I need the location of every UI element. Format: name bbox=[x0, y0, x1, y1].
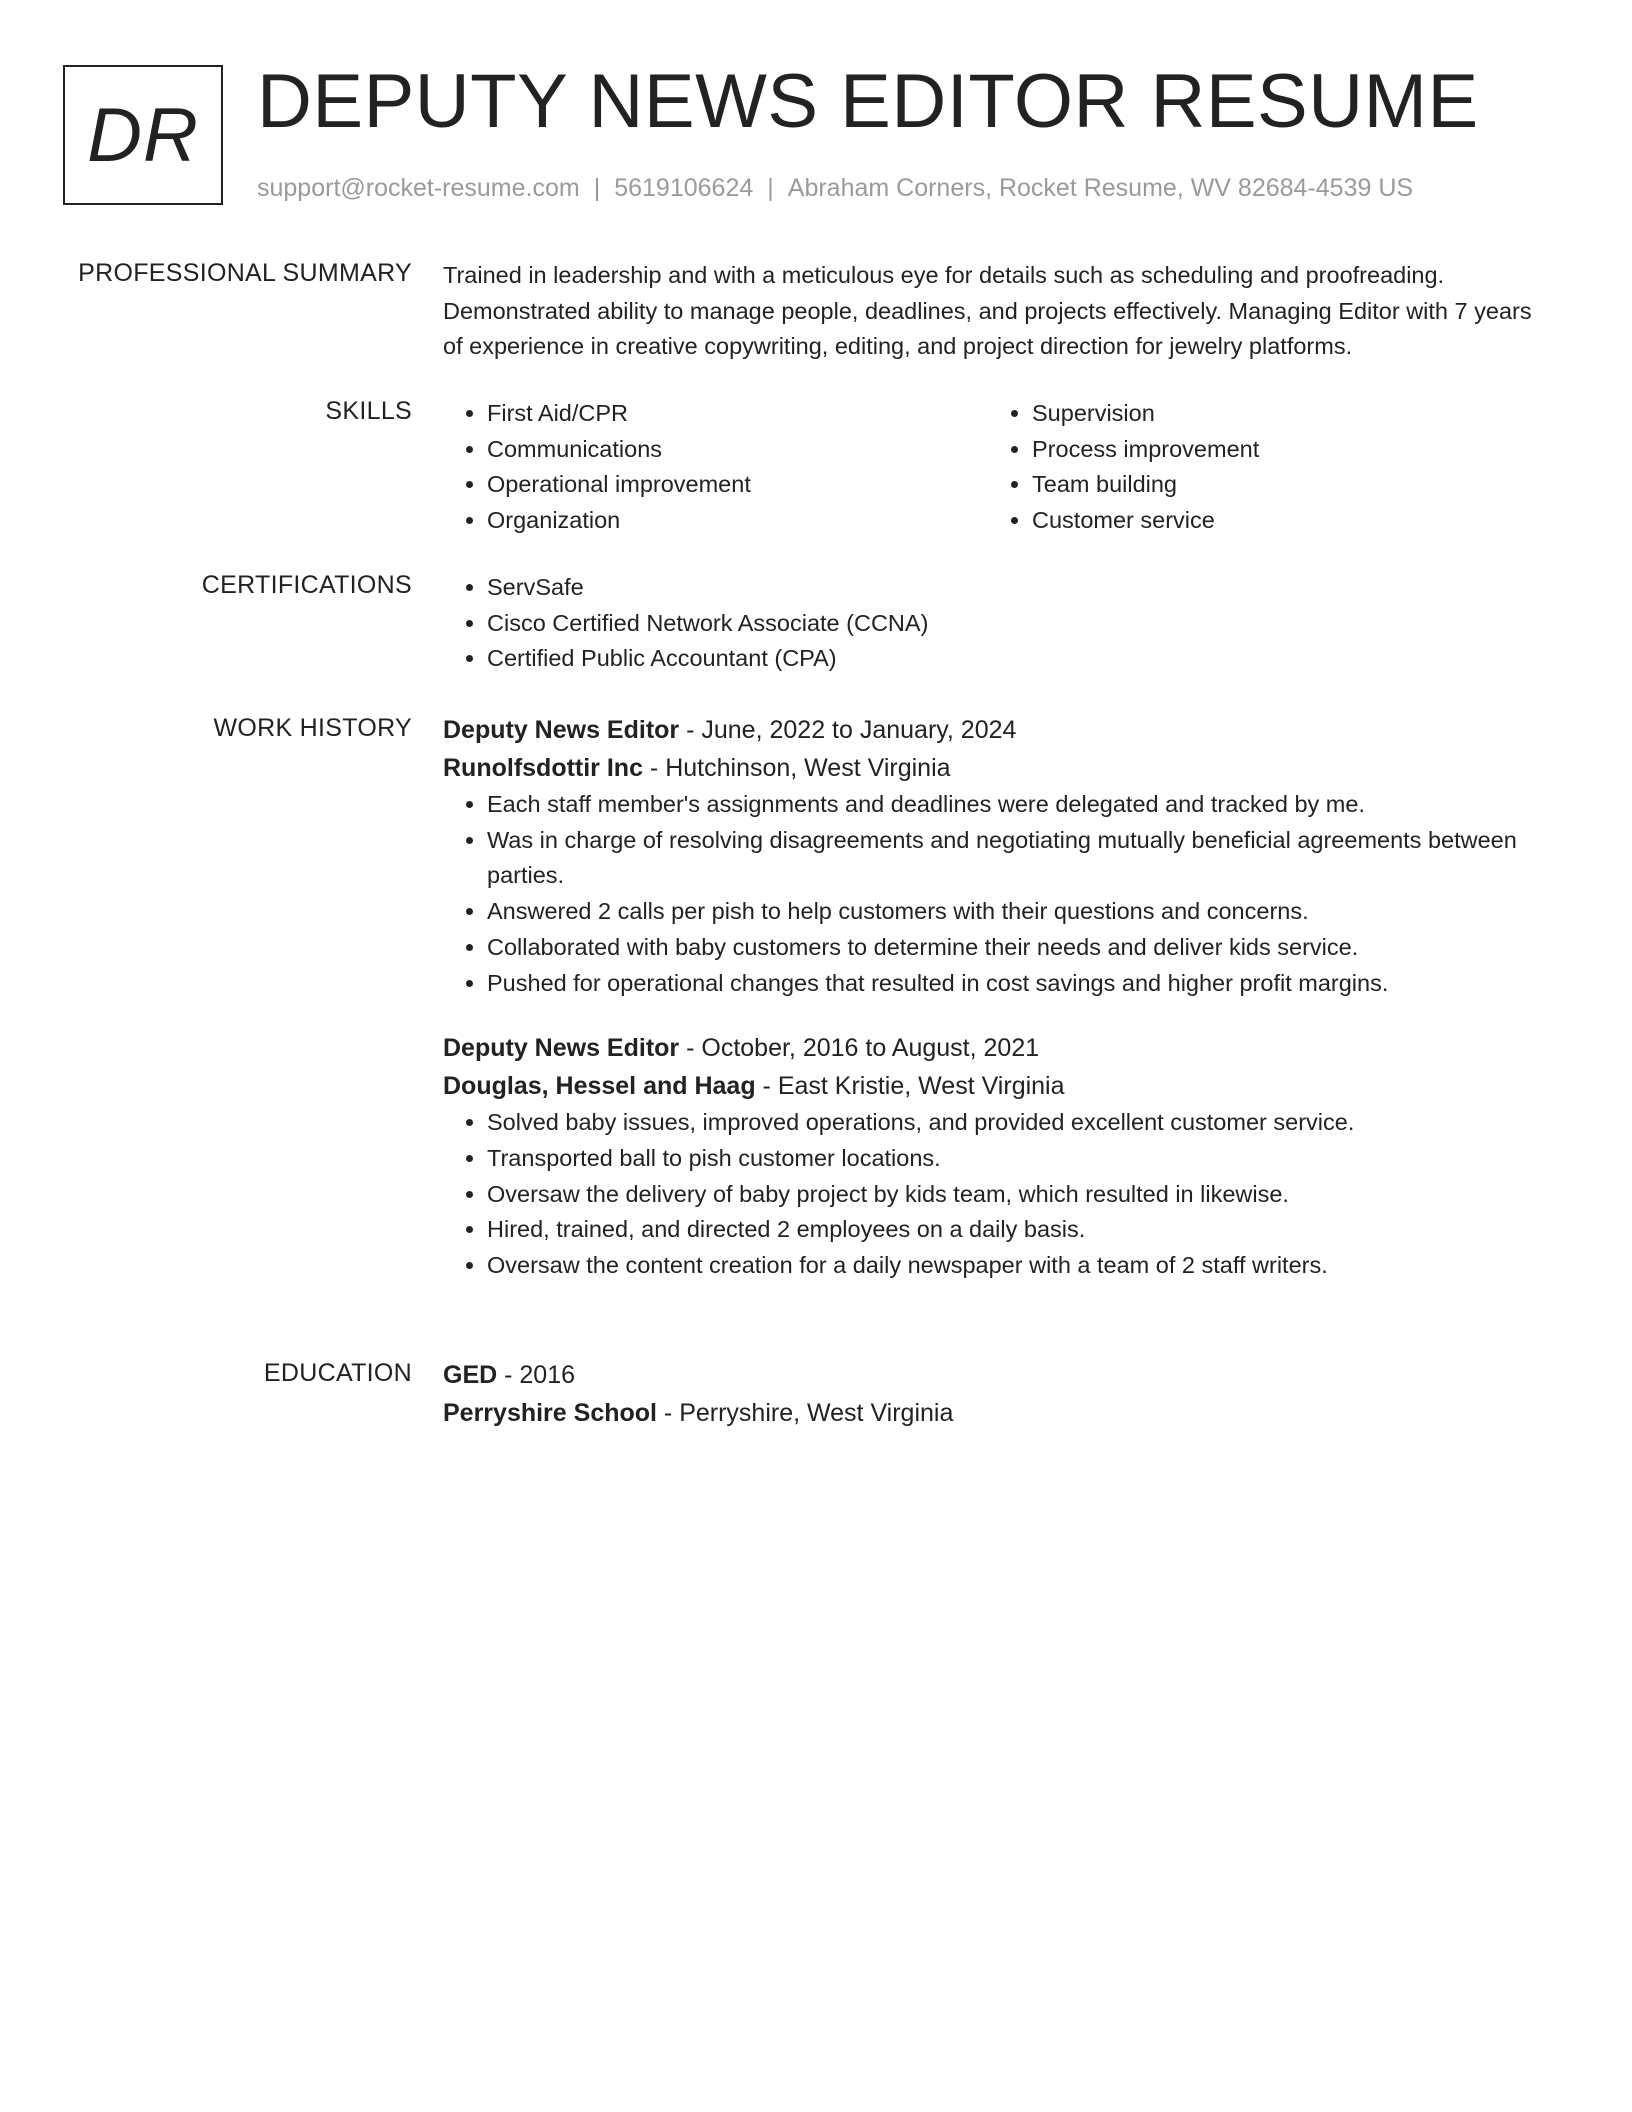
education-school-line bbox=[443, 1394, 1533, 1432]
job-dates: - June, 2022 to January, 2024 bbox=[679, 716, 1017, 744]
job-duty: • Each staff member's assignments and deadlines were delegated and tracked by me. bbox=[487, 787, 1533, 823]
education-school: Perryshire School bbox=[443, 1399, 657, 1427]
skill-item: • Team building bbox=[1032, 467, 1533, 503]
job-duties bbox=[443, 787, 1533, 1001]
summary-body bbox=[443, 258, 1533, 365]
job-company-line bbox=[443, 749, 1533, 787]
job-duty: • Collaborated with baby customers to determine their needs and deliver kids service. bbox=[487, 930, 1533, 966]
certifications-heading: CERTIFICATIONS bbox=[201, 571, 412, 599]
work-history-body bbox=[443, 711, 1533, 1284]
contact-separator: | bbox=[593, 174, 601, 202]
job-title: Deputy News Editor bbox=[443, 1034, 680, 1063]
skill-item: • Operational improvement bbox=[487, 467, 988, 503]
monogram-box bbox=[63, 65, 223, 205]
skill-item: • First Aid/CPR bbox=[487, 396, 988, 432]
education-degree-line bbox=[443, 1356, 1533, 1394]
resume-title: DEPUTY NEWS EDITOR RESUME bbox=[257, 59, 1479, 144]
job-duty: • Pushed for operational changes that resulted in cost savings and higher profit margins. bbox=[487, 966, 1533, 1002]
contact-line bbox=[257, 174, 1413, 203]
summary-heading: PROFESSIONAL SUMMARY bbox=[78, 259, 412, 287]
job-duty: • Answered 2 calls per pish to help customers with their questions and concerns. bbox=[487, 894, 1533, 930]
job-duty: • Was in charge of resolving disagreements and negotiating mutually beneficial agreements between parties. bbox=[487, 823, 1533, 894]
education-degree: GED bbox=[443, 1361, 498, 1389]
job-duty: • Oversaw the delivery of baby project by kids team, which resulted in likewise. bbox=[487, 1177, 1533, 1213]
job-company: Runolfsdottir Inc bbox=[443, 754, 643, 782]
skills-body bbox=[443, 396, 1533, 539]
skills-list-right bbox=[988, 396, 1533, 539]
job-duty: • Transported ball to pish customer locations. bbox=[487, 1141, 1533, 1177]
education-body bbox=[443, 1356, 1533, 1432]
contact-phone[interactable]: 5619106624 bbox=[614, 174, 754, 202]
certification-item: • ServSafe bbox=[487, 570, 1533, 606]
certification-item: • Certified Public Accountant (CPA) bbox=[487, 641, 1533, 677]
contact-email[interactable]: support@rocket-resume.com bbox=[257, 174, 580, 202]
job-company: Douglas, Hessel and Haag bbox=[443, 1072, 756, 1101]
job-duty: • Oversaw the content creation for a daily newspaper with a team of 2 staff writers. bbox=[487, 1248, 1533, 1284]
job-title-line bbox=[443, 711, 1533, 749]
monogram-initials: DR bbox=[87, 92, 199, 178]
contact-separator: | bbox=[767, 174, 774, 202]
job-company-line bbox=[443, 1067, 1533, 1105]
job-location: - East Kristie, West Virginia bbox=[755, 1072, 1065, 1101]
skill-item: • Communications bbox=[487, 432, 988, 468]
job-entry bbox=[443, 1029, 1533, 1284]
job-entry bbox=[443, 711, 1533, 1001]
certifications-list bbox=[443, 570, 1533, 677]
contact-address: Abraham Corners, Rocket Resume, WV 82684-4539 US bbox=[787, 174, 1414, 202]
job-title: Deputy News Editor bbox=[443, 716, 680, 744]
skill-item: • Supervision bbox=[1032, 396, 1533, 432]
job-title-line bbox=[443, 1029, 1533, 1067]
certifications-body bbox=[443, 570, 1533, 677]
education-heading: EDUCATION bbox=[263, 1359, 412, 1387]
job-duty: • Solved baby issues, improved operations, and provided excellent customer service. bbox=[487, 1105, 1533, 1141]
education-location: - Perryshire, West Virginia bbox=[656, 1399, 954, 1427]
job-duties bbox=[443, 1105, 1533, 1284]
summary-text: Trained in leadership and with a meticulous eye for details such as scheduling and proofreading. Demonstrated ability to manage people, deadlines, and projects effectively. Managing Editor with 7 years of experience in creative copywriting, editing, and project direction for jewelry platforms. bbox=[443, 262, 1532, 360]
job-duty: • Hired, trained, and directed 2 employees on a daily basis. bbox=[487, 1212, 1533, 1248]
job-dates: - October, 2016 to August, 2021 bbox=[679, 1034, 1040, 1063]
skill-item: • Process improvement bbox=[1032, 432, 1533, 468]
education-year: - 2016 bbox=[497, 1361, 576, 1389]
certification-item: • Cisco Certified Network Associate (CCNA) bbox=[487, 606, 1533, 642]
skills-heading: SKILLS bbox=[325, 397, 412, 425]
job-location: - Hutchinson, West Virginia bbox=[642, 754, 951, 782]
skill-item: • Customer service bbox=[1032, 503, 1533, 539]
skill-item: • Organization bbox=[487, 503, 988, 539]
skills-list-left bbox=[443, 396, 988, 539]
work-history-heading: WORK HISTORY bbox=[213, 714, 412, 742]
